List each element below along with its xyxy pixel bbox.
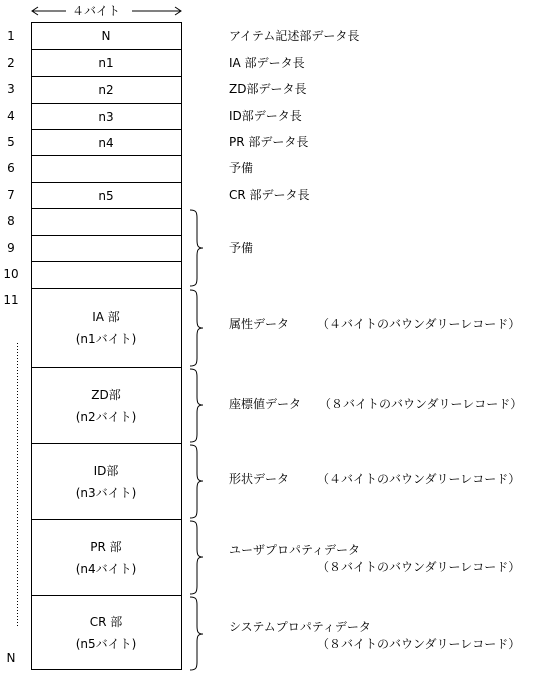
cell-value: n2 [98,83,114,97]
cell-value: n1 [98,56,114,70]
row-number: 6 [7,161,15,175]
section-name: ID部 [93,463,119,478]
row-number: 9 [7,241,15,255]
cell-value: n4 [98,135,114,150]
section-boundary: （８バイトのバウンダリーレコード） [317,560,521,574]
section-size: (n5バイト) [75,637,137,651]
section-size: (n2バイト) [75,409,137,424]
cell-value: n3 [98,109,114,124]
section-description: システムプロパティデータ [229,620,371,634]
section-name: IA 部 [92,310,120,324]
section-size: (n1バイト) [75,332,137,346]
section-boundary: （８バイトのバウンダリーレコード） [317,637,521,651]
brace-reserve [190,210,203,286]
section-name: PR 部 [90,539,122,554]
width-label: ４バイト [72,4,121,18]
row-number: 8 [7,214,15,228]
row-number: 3 [7,82,15,96]
section-description: 属性データ [229,317,290,331]
section-boundary: （４バイトのバウンダリーレコード） [317,317,521,331]
row-number: 11 [3,293,19,307]
cell-value: N [101,28,111,43]
section-boundary: （４バイトのバウンダリーレコード） [317,472,521,486]
row-description: アイテム記述部データ長 [229,29,360,43]
section-description: 座標値データ [229,397,302,411]
section-description: 形状データ [229,472,290,486]
section-size: (n4バイト) [75,561,137,576]
row-description: PR 部データ長 [229,135,309,149]
section-boundary: （８バイトのバウンダリーレコード） [319,397,523,411]
section-description: ユーザプロパティデータ [229,543,361,557]
row-number: 1 [7,29,15,43]
cell-value: n5 [98,188,114,203]
row-description: IA 部データ長 [229,56,305,70]
row-description: ID部データ長 [229,109,302,123]
brace-pr [190,521,203,594]
brace-ia [190,290,203,366]
section-size: (n3バイト) [75,485,137,500]
brace-zd [190,369,203,442]
row-number: 5 [7,135,15,149]
brace-id [190,445,203,518]
row-description: CR 部データ長 [229,188,310,202]
reserve-label: 予備 [229,241,254,255]
brace-cr [190,597,203,670]
section-name: CR 部 [89,615,123,629]
row-number: 4 [7,109,15,123]
row-number: 10 [3,267,19,281]
row-number: 2 [7,56,15,70]
row-description: ZD部データ長 [229,82,307,96]
row-number: 7 [7,188,15,202]
row-number: N [6,651,16,665]
row-description: 予備 [229,161,254,175]
section-name: ZD部 [91,387,121,402]
